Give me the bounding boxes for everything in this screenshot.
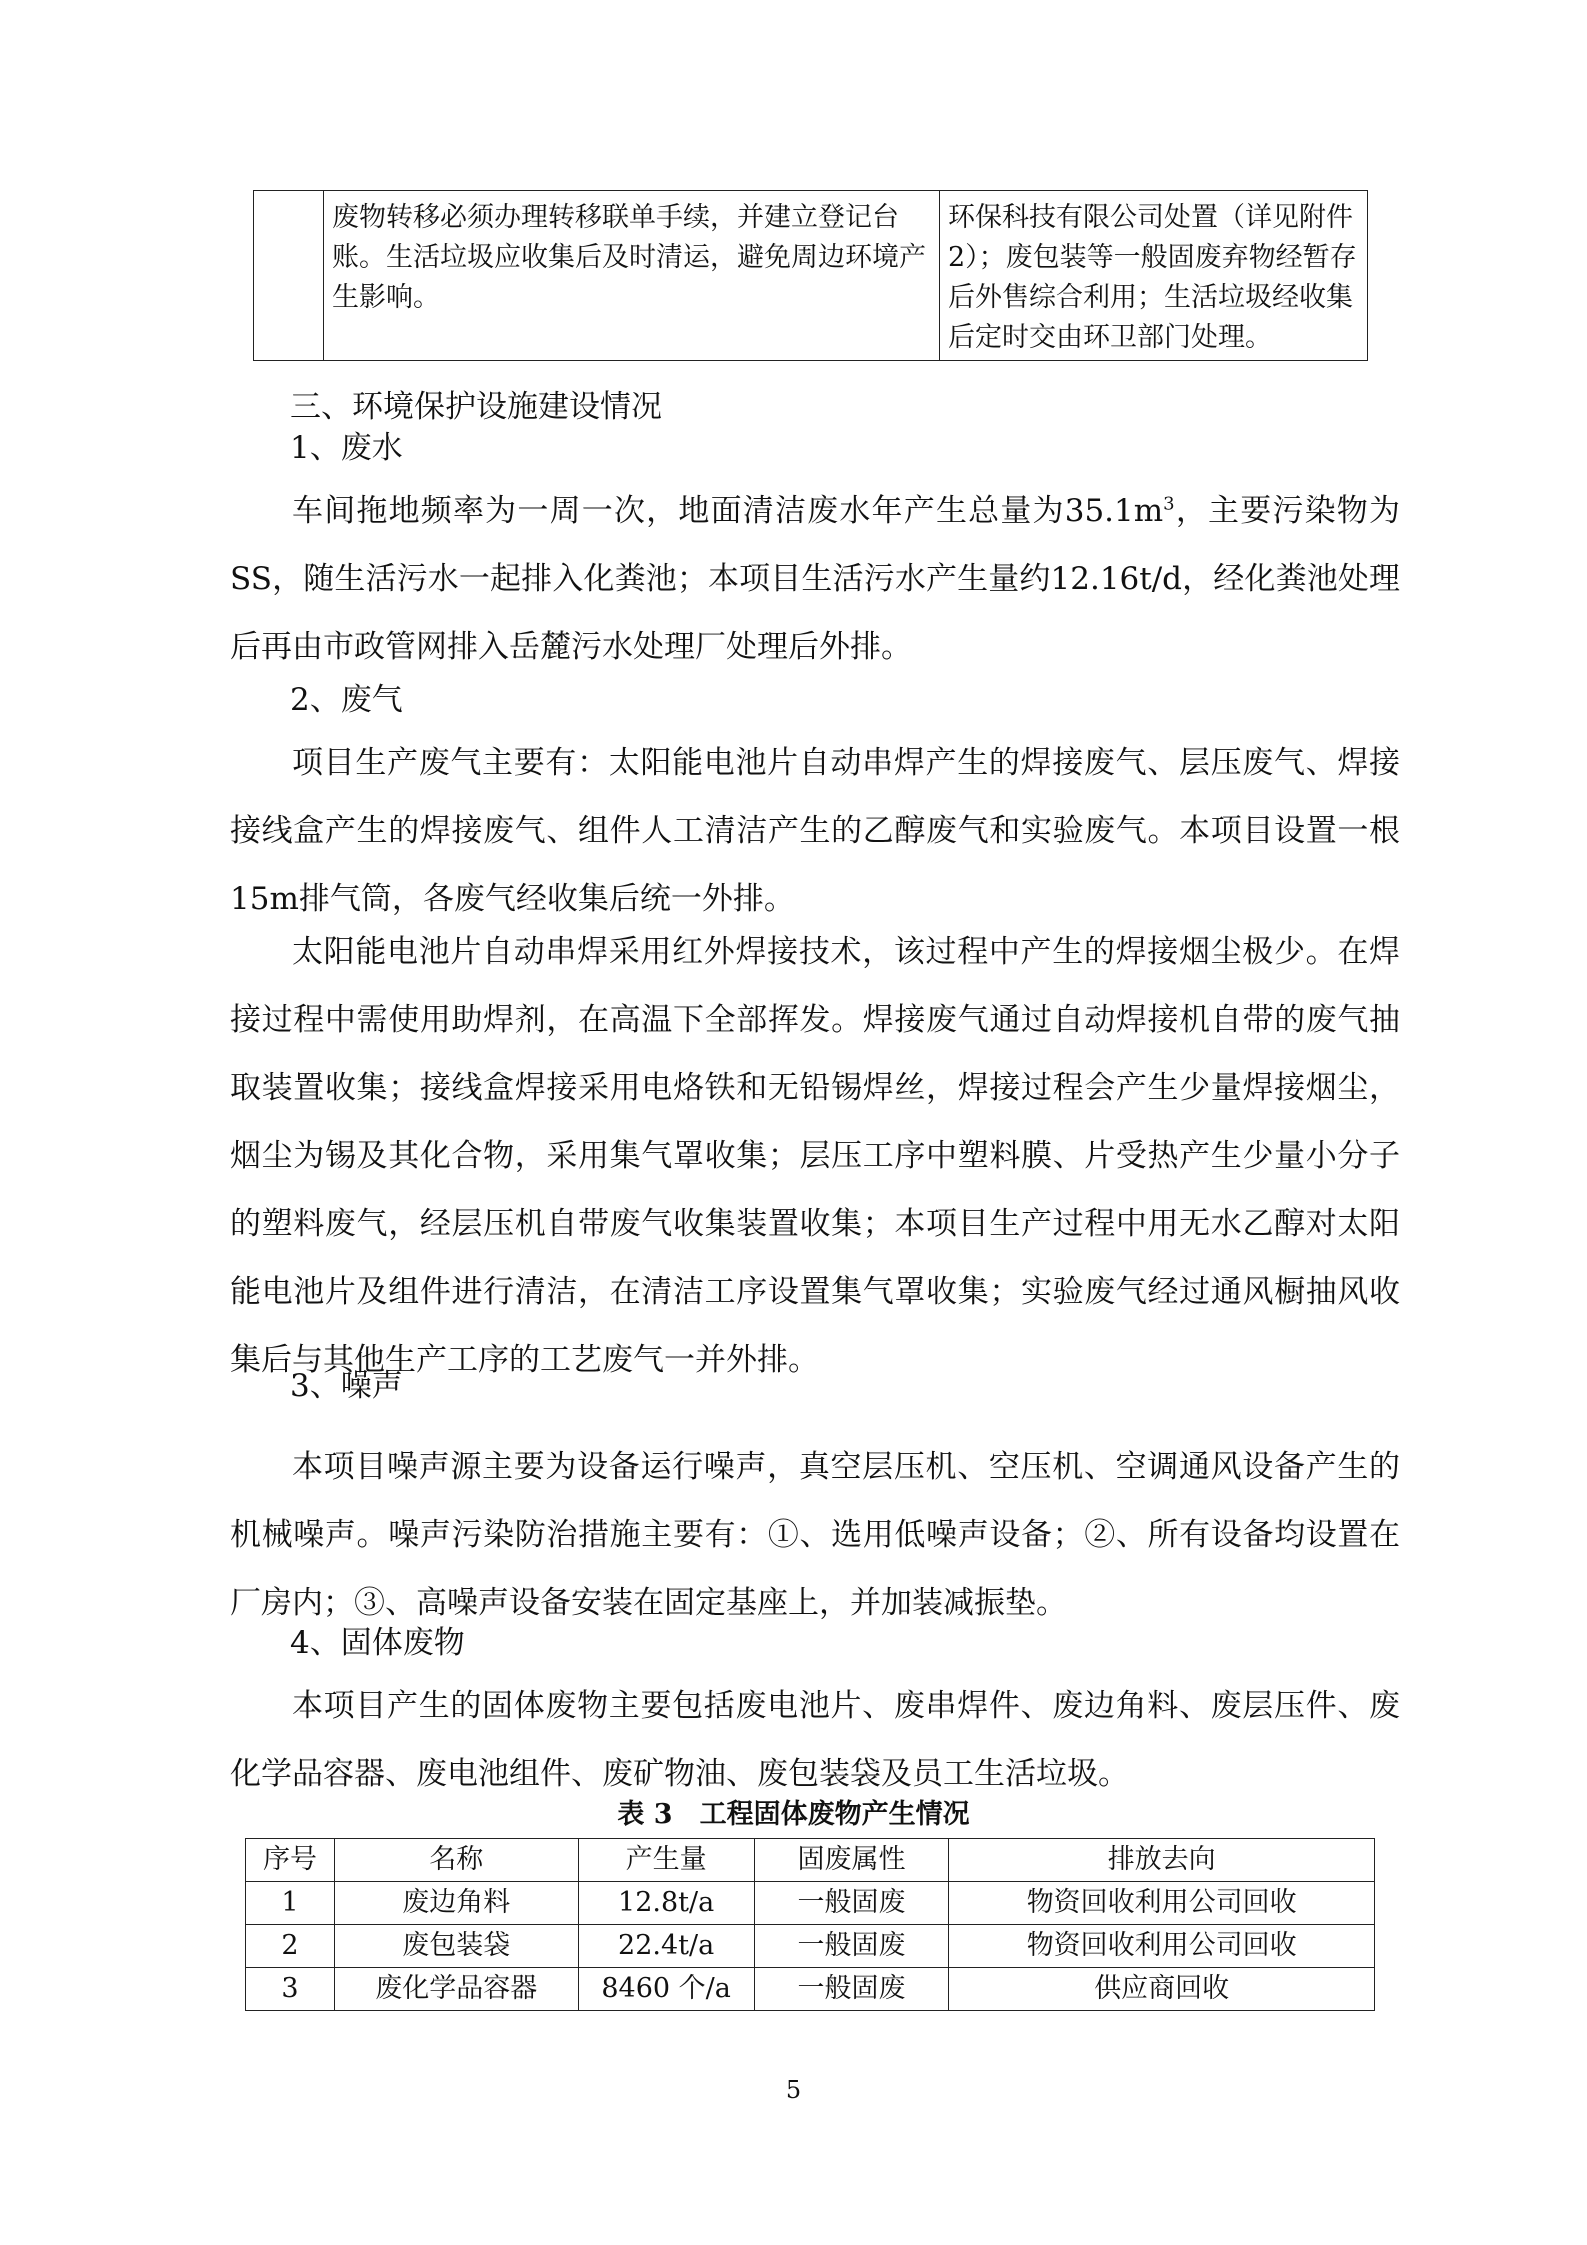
solid-waste-heading: 4、固体废物 — [290, 1625, 465, 1661]
table-cell: 供应商回收 — [949, 1968, 1375, 2011]
solid-waste-table — [245, 1838, 1375, 2011]
table-cell: 8460 个/a — [578, 1968, 754, 2011]
table-cell: 一般固废 — [754, 1968, 949, 2011]
noise-heading: 3、噪声 — [290, 1368, 403, 1404]
section-title: 三、环境保护设施建设情况 — [290, 389, 662, 425]
table-caption: 表 3 工程固体废物产生情况 — [617, 1799, 970, 1830]
continuation-table-measures-cell: 废物转移必须办理转移联单手续，并建立登记台账。生活垃圾应收集后及时清运，避免周边环境产生影响。 — [324, 191, 940, 360]
table-cell: 废化学品容器 — [334, 1968, 578, 2011]
wastewater-paragraph — [230, 477, 1400, 681]
table-header-row — [246, 1839, 1375, 1882]
page-number: 5 — [785, 2076, 802, 2104]
table-cell: 12.8t/a — [578, 1882, 754, 1925]
table-header-cell: 产生量 — [578, 1839, 754, 1882]
table-row — [246, 1925, 1375, 1968]
table-row — [246, 1968, 1375, 2011]
solid-waste-paragraph: 本项目产生的固体废物主要包括废电池片、废串焊件、废边角料、废层压件、废化学品容器、废电池组件、废矿物油、废包装袋及员工生活垃圾。 — [230, 1688, 1400, 1792]
table-cell: 22.4t/a — [578, 1925, 754, 1968]
table-header-cell: 名称 — [334, 1839, 578, 1882]
exhaust-paragraph-1: 项目生产废气主要有：太阳能电池片自动串焊产生的焊接废气、层压废气、焊接接线盒产生的焊接废气、组件人工清洁产生的乙醇废气和实验废气。本项目设置一根15m排气筒，各废气经收集后统一外排。 — [230, 745, 1400, 917]
table-cell: 废包装袋 — [334, 1925, 578, 1968]
wastewater-text-pre: 车间拖地频率为一周一次，地面清洁废水年产生总量为35.1m — [292, 493, 1164, 529]
table-header-cell: 固废属性 — [754, 1839, 949, 1882]
continuation-table-index-cell — [254, 191, 324, 360]
exhaust-heading: 2、废气 — [290, 682, 403, 718]
table-cell: 一般固废 — [754, 1882, 949, 1925]
table-cell: 一般固废 — [754, 1925, 949, 1968]
wastewater-text-post: ，主要污染物为SS，随生活污水一起排入化粪池；本项目生活污水产生量约12.16t/d，经化粪池处理后再由市政管网排入岳麓污水处理厂处理后外排。 — [230, 493, 1401, 665]
table-cell: 1 — [246, 1882, 335, 1925]
table-cell: 2 — [246, 1925, 335, 1968]
table-row — [246, 1882, 1375, 1925]
table-cell: 废边角料 — [334, 1882, 578, 1925]
continuation-table — [253, 190, 1368, 361]
continuation-table-implementation-cell: 环保科技有限公司处置（详见附件2）；废包装等一般固废弃物经暂存后外售综合利用；生活垃圾经收集后定时交由环卫部门处理。 — [948, 202, 1357, 353]
wastewater-heading: 1、废水 — [290, 430, 403, 466]
noise-paragraph: 本项目噪声源主要为设备运行噪声，真空层压机、空压机、空调通风设备产生的机械噪声。噪声污染防治措施主要有：①、选用低噪声设备；②、所有设备均设置在厂房内；③、高噪声设备安装在固定基座上，并加装减振垫。 — [230, 1449, 1400, 1621]
wastewater-unit-superscript: 3 — [1163, 493, 1175, 515]
table-cell: 3 — [246, 1968, 335, 2011]
table-cell: 物资回收利用公司回收 — [949, 1882, 1375, 1925]
exhaust-paragraph-2: 太阳能电池片自动串焊采用红外焊接技术，该过程中产生的焊接烟尘极少。在焊接过程中需使用助焊剂，在高温下全部挥发。焊接废气通过自动焊接机自带的废气抽取装置收集；接线盒焊接采用电烙铁和无铅锡焊丝，焊接过程会产生少量焊接烟尘，烟尘为锡及其化合物，采用集气罩收集；层压工序中塑料膜、片受热产生少量小分子的塑料废气，经层压机自带废气收集装置收集；本项目生产过程中用无水乙醇对太阳能电池片及组件进行清洁，在清洁工序设置集气罩收集；实验废气经过通风橱抽风收集后与其他生产工序的工艺废气一并外排。 — [230, 934, 1400, 1378]
table-header-cell: 序号 — [246, 1839, 335, 1882]
table-header-cell: 排放去向 — [949, 1839, 1375, 1882]
table-cell: 物资回收利用公司回收 — [949, 1925, 1375, 1968]
